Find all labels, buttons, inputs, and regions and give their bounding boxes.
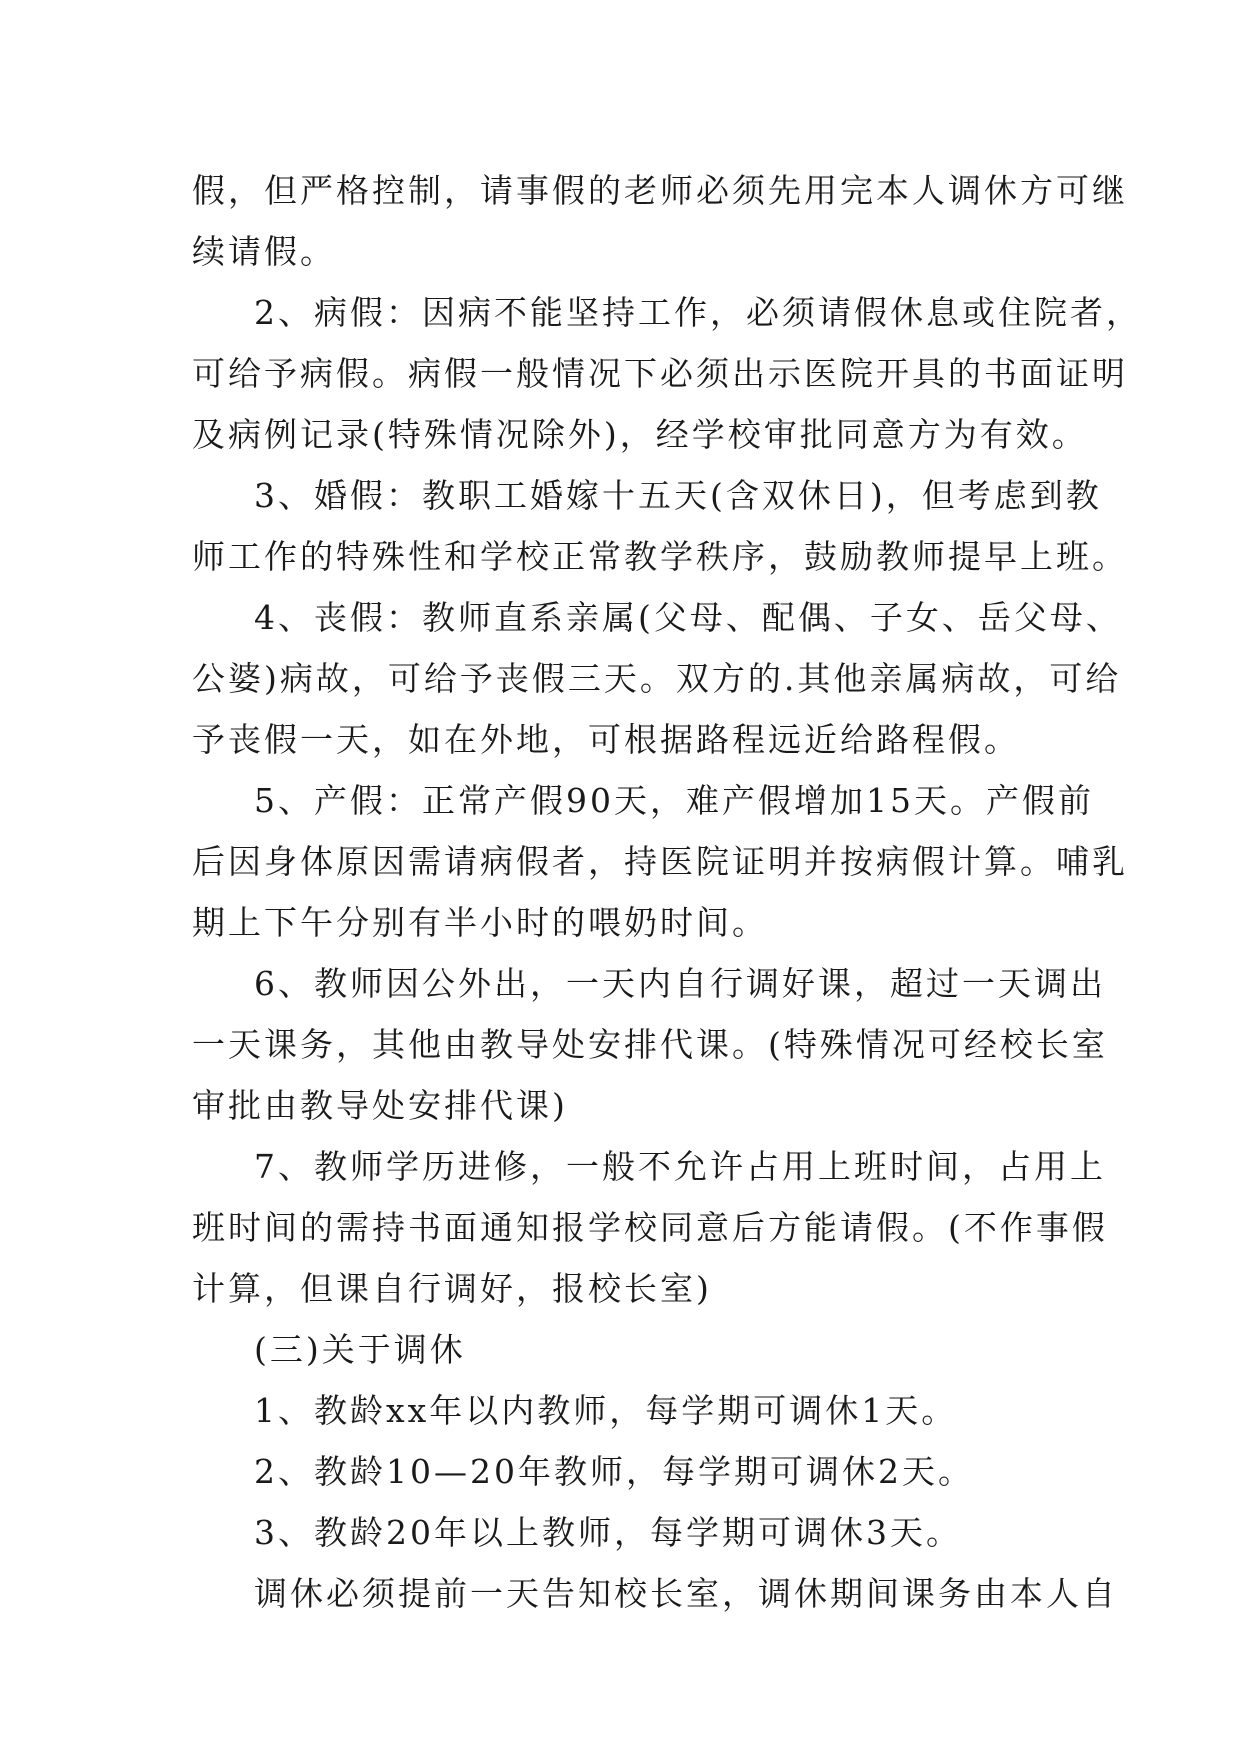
text-line: 公婆)病故，可给予丧假三天。双方的.其他亲属病故，可给	[192, 659, 1122, 698]
text-line: 3、教龄20年以上教师，每学期可调休3天。	[254, 1513, 962, 1552]
text-line: 后因身体原因需请病假者，持医院证明并按病假计算。哺乳	[192, 842, 1128, 881]
text-line: 一天课务，其他由教导处安排代课。(特殊情况可经校长室	[192, 1025, 1108, 1064]
document-body-text	[192, 160, 1142, 1624]
text-line: 班时间的需持书面通知报学校同意后方能请假。(不作事假	[192, 1208, 1108, 1247]
text-line: 假，但严格控制，请事假的老师必须先用完本人调休方可继	[192, 171, 1128, 210]
text-line: 7、教师学历进修，一般不允许占用上班时间，占用上	[254, 1147, 1106, 1186]
text-line: 师工作的特殊性和学校正常教学秩序，鼓励教师提早上班。	[192, 537, 1128, 576]
text-line: 审批由教导处安排代课)	[192, 1086, 568, 1125]
text-line: 续请假。	[192, 232, 336, 271]
text-line: 及病例记录(特殊情况除外)，经学校审批同意方为有效。	[192, 415, 1088, 454]
text-line: 1、教龄xx年以内教师，每学期可调休1天。	[254, 1391, 958, 1430]
text-line: 3、婚假：教职工婚嫁十五天(含双休日)，但考虑到教	[254, 476, 1102, 515]
text-line: 2、教龄10—20年教师，每学期可调休2天。	[254, 1452, 974, 1491]
text-line: 6、教师因公外出，一天内自行调好课，超过一天调出	[254, 964, 1106, 1003]
text-line: 5、产假：正常产假90天，难产假增加15天。产假前	[254, 781, 1094, 820]
text-line: 可给予病假。病假一般情况下必须出示医院开具的书面证明	[192, 354, 1128, 393]
text-line: 调休必须提前一天告知校长室，调休期间课务由本人自	[254, 1574, 1118, 1613]
text-line: 计算，但课自行调好，报校长室)	[192, 1269, 712, 1308]
text-line: 2、病假：因病不能坚持工作，必须请假休息或住院者，	[254, 293, 1142, 332]
text-line: 予丧假一天，如在外地，可根据路程远近给路程假。	[192, 720, 1020, 759]
text-line: 4、丧假：教师直系亲属(父母、配偶、子女、岳父母、	[254, 598, 1122, 637]
text-line: (三)关于调休	[254, 1330, 466, 1369]
text-line: 期上下午分别有半小时的喂奶时间。	[192, 903, 768, 942]
